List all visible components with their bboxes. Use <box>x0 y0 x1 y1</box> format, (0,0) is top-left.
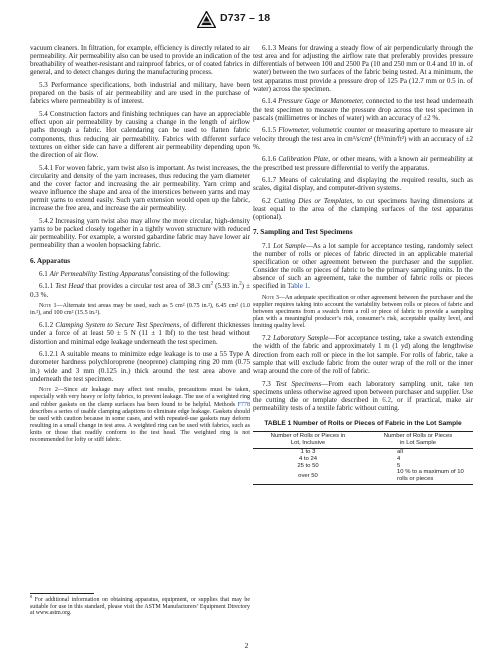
table-cell: 1 to 3 <box>300 448 316 455</box>
footnote-8: $^8$ For additional information on obtaining apparatus, equipment, or supplies that may be suitable for use in this standard, please visit the ASTM Manufacturers’ Equipment Directory at www.astm.org. <box>30 594 250 617</box>
table-cell: 10 % to a maximum of 10 rolls or pieces <box>363 469 473 484</box>
table-row <box>253 456 473 463</box>
table-header-sample-size: Number of Rolls or Pieces in Lot Sample <box>363 432 473 449</box>
table-cell: 25 to 50 <box>297 462 319 469</box>
paragraph-6-1-6: 6.1.6 Calibration Plate, or other means, with a known air permeability at the prescribed test pressure differential to verify the apparatus. <box>253 155 473 172</box>
table-header-row <box>253 432 473 449</box>
paragraph-6-1-2-1: 6.1.2.1 A suitable means to minimize edge leakage is to use a 55 Type A durometer hardness polychloroprene (neoprene) clamping ring 20 mm (0.75 in.) wide and 3 mm (0.125 in.) thick around the test area above and underneath the test specimen. <box>30 350 250 383</box>
note-3: Note 3—An adequate specification or other agreement between the purchaser and the supplier requires taking into account the variability between rolls or pieces of fabric and between specimens from a swatch from a roll or piece of fabric to provide a sampling plan with a meaningful producer’s risk, consumer’s risk, acceptable quality level, and limiting quality level. <box>253 295 473 330</box>
paragraph-5-4: 5.4 Construction factors and finishing techniques can have an appreciable effect upon air permeability by causing a change in the length of airflow paths through a fabric. Hot calendaring can be used to flatten fabric components, thus reducing air permeability. Fabrics with different surface textures on either side can have a different air permeability depending upon the direction of air flow. <box>30 110 250 159</box>
paragraph-5-4-2: 5.4.2 Increasing yarn twist also may allow the more circular, high-density yarns to be packed closely together in a tightly woven structure with reduced air permeability. For example, a worsted gabardine fabric may have lower air permeability than a woolen hopsacking fabric. <box>30 216 250 250</box>
page-number: 2 <box>244 641 249 650</box>
table-header-lot-size: Number of Rolls or Pieces in Lot, Inclusive <box>253 432 363 449</box>
paragraph-5-4-1: 5.4.1 For woven fabric, yarn twist also is important. As twist increases, the circularity and density of the yarn increases, thus reducing the yarn diameter and the cover factor and increasing the air permeability. Yarn crimp and weave influence the shape and area of the interstices between yarns and may permit yarns to extend easily. Such yarn extension would open up the fabric, increase the free area, and increase the air permeability. <box>30 163 250 213</box>
reference-link-f778[interactable]: F778 <box>237 401 250 408</box>
astm-logo-icon <box>197 11 216 28</box>
paragraph-7-2: 7.2 Laboratory Sample—For acceptance testing, take a swatch extending the width of the fabric and approximately 1 m (1 yd) along the lengthwise direction from each roll or piece in the lot sample. For rolls of fabric, take a sample that will exclude fabric from the outer wrap of the roll or the inner wrap around the core of the roll of fabric. <box>253 334 473 375</box>
reference-link-table-1[interactable]: Table 1 <box>287 282 309 291</box>
paragraph-6-1-4: 6.1.4 Pressure Gage or Manometer, connected to the test head underneath the test specimen to measure the pressure drop across the test specimen in pascals (millimetres or inches of water) with an accuracy of ±2 %. <box>253 97 474 122</box>
document-designation: D737 – 18 <box>220 12 271 24</box>
paragraph-7-3: 7.3 Test Specimens—From each laboratory sampling unit, take ten specimens unless otherwise agreed upon between purchaser and supplier. Use the cutting die or template described in 6.2, or if practical, make air permeability tests of a textile fabric without cutting. <box>253 379 473 413</box>
paragraph-6-1-5: 6.1.5 Flowmeter, volumetric counter or measuring aperture to measure air velocity through the test area in cm³/s/cm² (ft³/min/ft²) with an accuracy of ±2 %. <box>253 126 474 151</box>
paragraph-6-1-3: 6.1.3 Means for drawing a steady flow of air perpendicularly through the test area and for adjusting the airflow rate that preferably provides pressure differentials of between 100 and 2500 Pa (10 and 250 mm or 0.4 and 10 in. of water) between the two surfaces of the fabric being tested. At a minimum, the test apparatus must provide a pressure drop of 125 Pa (12.7 mm or 0.5 in. of water) across the specimen. <box>253 44 473 93</box>
paragraph-6-2: 6.2 Cutting Dies or Templates, to cut specimens having dimensions at least equal to the area of the clamping surfaces of the test apparatus (optional). <box>253 197 473 222</box>
page-header <box>0 10 493 32</box>
section-6-heading: 6. Apparatus <box>30 255 71 265</box>
paragraph-6-1-1: 6.1.1 Test Head that provides a circular test area of 38.3 $cm^2$ (5.93 in.$^2$) ± 0.3 %. <box>30 282 250 299</box>
table-1-caption: TABLE 1 Number of Rolls or Pieces of Fabric in the Lot Sample <box>264 420 462 428</box>
left-column <box>30 44 250 448</box>
note-2: Note 2—Since air leakage may affect test results, precautions must be taken, especially with very heavy or lofty fabrics, to prevent leakage. The use of a weighted ring and rubber gaskets on the clamp surfaces has been found to be helpful. Methods F778 describes a series of usable clamping adaptions to eliminate edge leakage. Gaskets should be used with caution because in some cases, and with repeated-use gaskets may deform resulting in a small change in test area. A weighted ring can be used with fabrics, such as knits or those that readily conform to the test head. The weighted ring is not recommended for lofty or stiff fabric. <box>30 387 251 443</box>
paragraph-6-1: 6.1 Air Permeability Testing Apparatus$^8$consisting of the following: <box>39 269 230 278</box>
table-cell: 4 to 24 <box>298 455 317 462</box>
table-row <box>253 463 473 470</box>
table-row <box>253 469 473 484</box>
paragraph-7-1: 7.1 Lot Sample—As a lot sample for acceptance testing, randomly select the number of rolls or pieces of fabric directed in an applicable material specification or other agreement between the purchaser and the supplier. Consider the rolls or pieces of fabric to be the primary sampling units. In the absence of such an agreement, take the number of fabric rolls or pieces specified in Table 1. <box>253 241 473 291</box>
table-cell: all <box>397 448 403 455</box>
table-row <box>253 448 473 455</box>
paragraph-5-3: 5.3 Performance specifications, both industrial and military, have been prepared on the basis of air permeability and are used in the purchase of fabrics where permeability is of interest. <box>30 81 250 106</box>
table-cell: over 50 <box>253 469 363 484</box>
reference-link-6-2[interactable]: 6.2 <box>382 395 392 404</box>
paragraph-6-1-7: 6.1.7 Means of calculating and displaying the required results, such as scales, digital display, and computer-driven systems. <box>253 176 473 193</box>
table-cell: 4 <box>397 455 401 462</box>
note-1: Note 1—Alternate test areas may be used, such as 5 cm² (0.75 in.²), 6.45 cm² (1.0 in.²), and 100 cm² (15.5 in.²). <box>30 303 250 317</box>
paragraph-5-2-continued: vacuum cleaners. In filtration, for example, efficiency is directly related to air permeability. Air permeability also can be used to provide an indication of the breathability of weather-resistant and rainproof fabrics, or of coated fabrics in general, and to detect changes during the manufacturing process. <box>30 44 250 77</box>
table-cell: 5 <box>397 462 401 469</box>
table-1 <box>253 431 473 485</box>
right-column <box>253 44 473 485</box>
section-7-heading: 7. Sampling and Test Specimens <box>253 227 353 237</box>
footnote-divider <box>30 593 94 594</box>
paragraph-6-1-2: 6.1.2 Clamping System to Secure Test Specimens, of different thicknesses under a force of at least 50 ± 5 N (11 ± 1 lbf) to the test head without distortion and minimal edge leakage underneath the test specimen. <box>30 321 250 346</box>
